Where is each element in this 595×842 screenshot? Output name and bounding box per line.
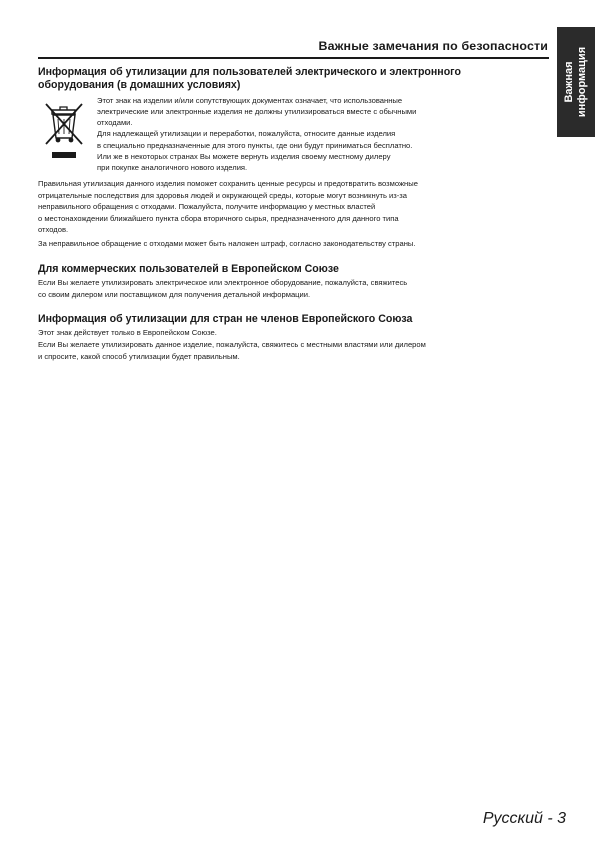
- section1-line: Для надлежащей утилизации и переработки, пожалуйста, относите данные изделия: [97, 129, 396, 138]
- section1-line: в специально предназначенные для этого пункты, где они будут приниматься бесплатно.: [97, 141, 413, 150]
- crossed-out-wheelie-bin-icon: [41, 98, 87, 160]
- section3-line: Если Вы желаете утилизировать данное изделие, пожалуйста, свяжитесь с местными властями или дилером: [38, 340, 426, 349]
- header-divider: [38, 57, 549, 59]
- page-number-label: Русский - 3: [482, 810, 566, 827]
- section1-line: электрические или электронные изделия не должны утилизироваться вместе с обычными: [97, 107, 417, 116]
- section1-heading-line1: Информация об утилизации для пользователей электрического и электронного: [38, 66, 461, 78]
- section1-line: о местонахождении ближайшего пункта сбора вторичного сырья, предназначенного для данного типа: [38, 214, 399, 223]
- section2-heading: Для коммерческих пользователей в Европейском Союзе: [38, 263, 339, 275]
- section1-line: Этот знак на изделии и/или сопутствующих документах означает, что использованные: [97, 96, 403, 105]
- section2-line: Если Вы желаете утилизировать электрическое или электронное оборудование, пожалуйста, свяжитесь: [38, 278, 408, 287]
- section1-line: при покупке аналогичного нового изделия.: [97, 163, 248, 172]
- section1-line: отходов.: [38, 225, 69, 234]
- section1-line: За неправильное обращение с отходами может быть наложен штраф, согласно законодательству страны.: [38, 239, 416, 248]
- section1-line: Правильная утилизация данного изделия поможет сохранить ценные ресурсы и предотвратить возможные: [38, 179, 418, 188]
- section1-line: отходами.: [97, 118, 133, 127]
- section1-line: неправильного обращения с отходами. Пожалуйста, получите информацию у местных властей: [38, 202, 376, 211]
- section2-line: со своим дилером или поставщиком для получения детальной информации.: [38, 290, 311, 299]
- side-tab-line1: Важная: [563, 61, 575, 103]
- side-tab-label: [557, 27, 595, 137]
- side-tab-line2: информация: [576, 46, 588, 118]
- section3-heading: Информация об утилизации для стран не членов Европейского Союза: [38, 313, 413, 325]
- section1-heading-line2: оборудования (в домашних условиях): [38, 79, 241, 91]
- section3-line: и спросите, какой способ утилизации будет правильным.: [38, 352, 240, 361]
- page-header-title: Важные замечания по безопасности: [318, 39, 548, 53]
- section1-line: Или же в некоторых странах Вы можете вернуть изделия своему местному дилеру: [97, 152, 391, 161]
- section1-line: отрицательные последствия для здоровья людей и окружающей среды, которые могут возникнуть из-за: [38, 191, 407, 200]
- side-tab: [557, 27, 595, 137]
- section3-line: Этот знак действует только в Европейском Союзе.: [38, 328, 217, 337]
